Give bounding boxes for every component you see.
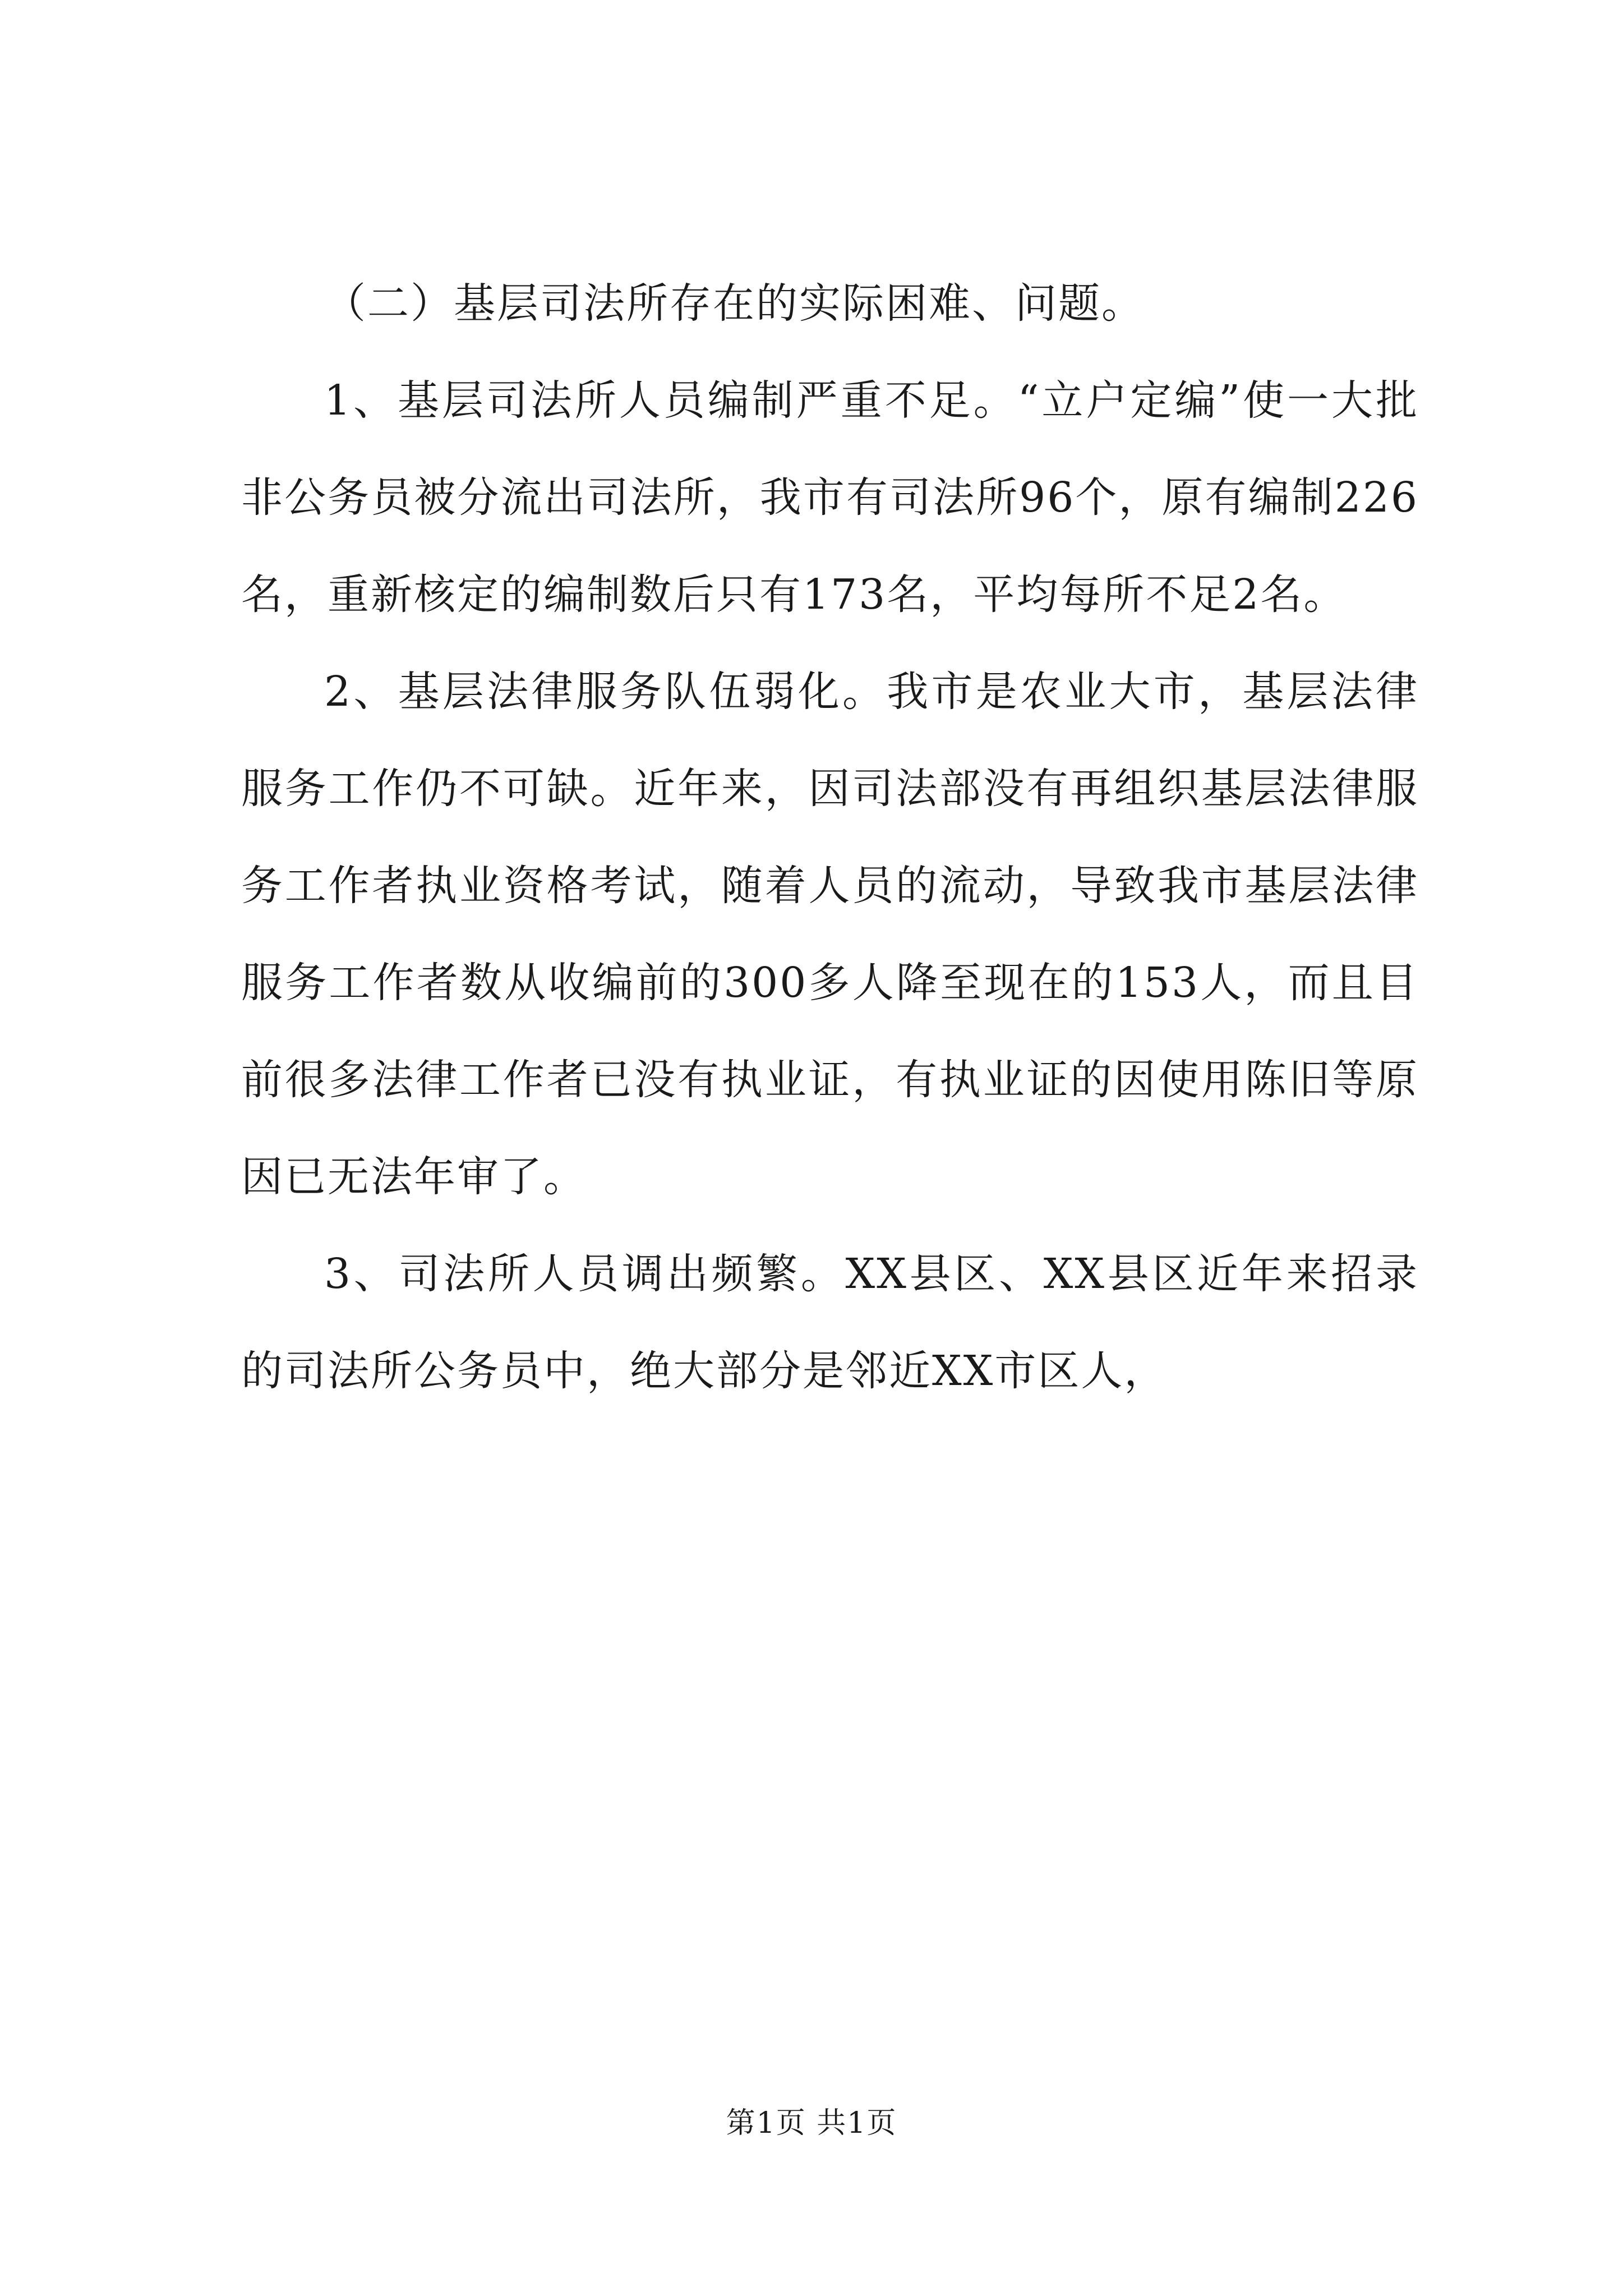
paragraph-transfers: 3、司法所人员调出频繁。XX县区、XX县区近年来招录的司法所公务员中，绝大部分是邻近XX市区人， xyxy=(241,1250,1419,1395)
section-heading: （二）基层司法所存在的实际困难、问题。 xyxy=(324,279,1145,328)
paragraph-legal-service: 2、基层法律服务队伍弱化。我市是农业大市，基层法律服务工作仍不可缺。近年来，因司法部没有再组织基层法律服务工作者执业资格考试，随着人员的流动，导致我市基层法律服务工作者数从收编前的300多人降至现在的153人，而且目前很多法律工作者已没有执业证，有执业证的因使用陈旧等原因已无法年审了。 xyxy=(241,668,1419,1201)
document-body xyxy=(241,255,1419,1420)
paragraph-staffing: 1、基层司法所人员编制严重不足。“立户定编”使一大批非公务员被分流出司法所，我市有司法所96个，原有编制226名，重新核定的编制数后只有173名，平均每所不足2名。 xyxy=(241,376,1419,619)
page-footer: 第1页 共1页 xyxy=(726,2106,897,2140)
